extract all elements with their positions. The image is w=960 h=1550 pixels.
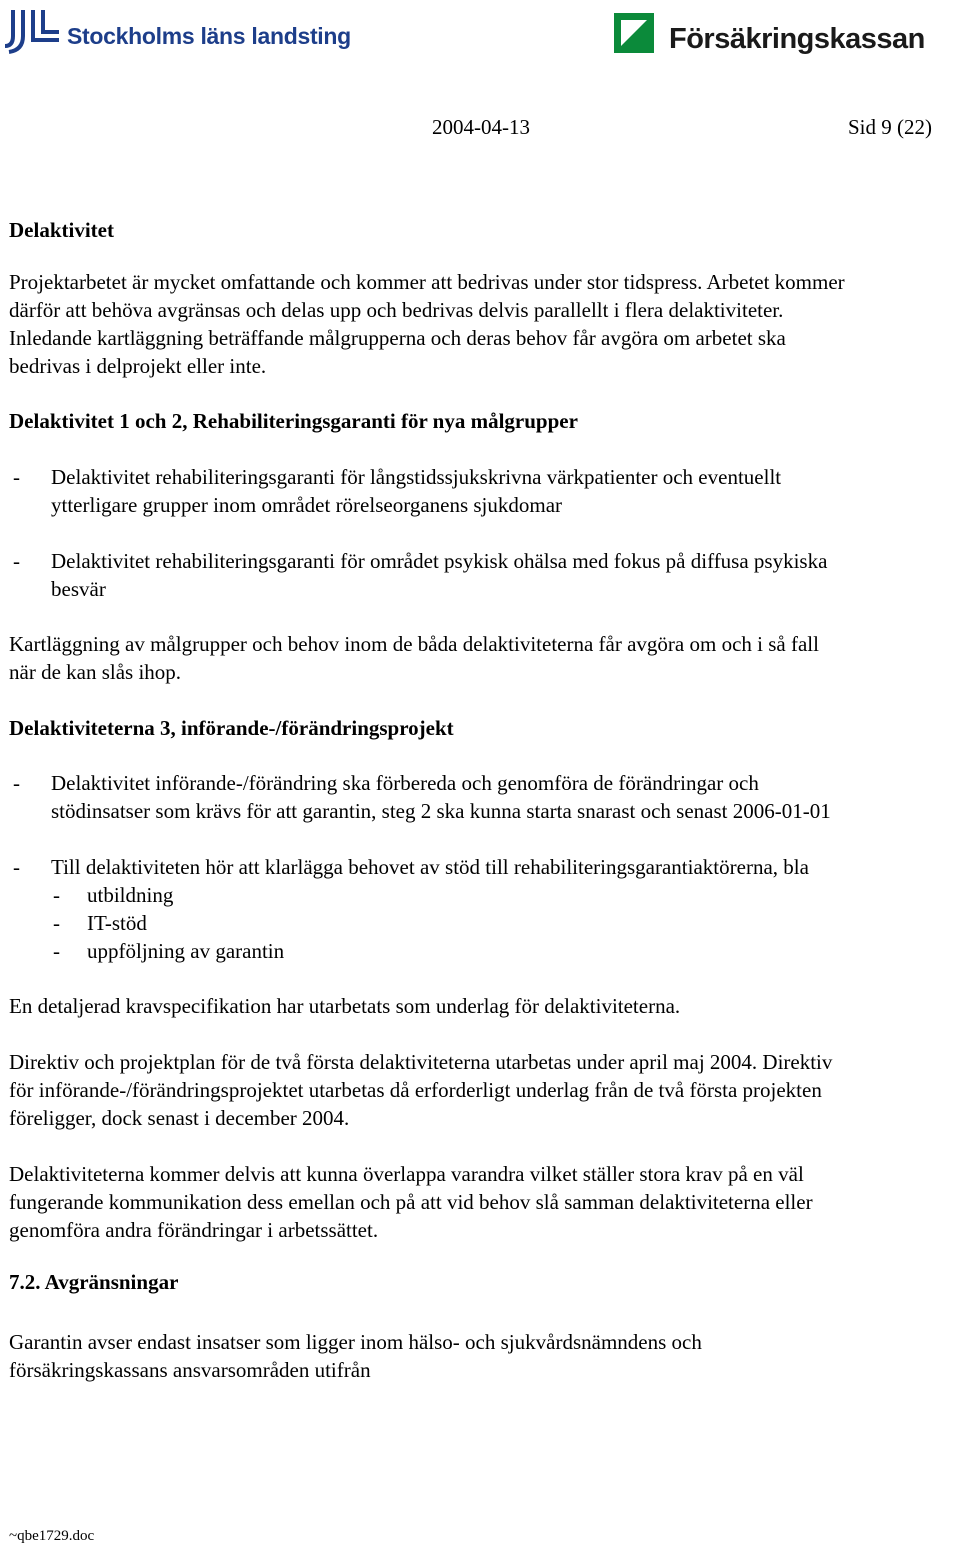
paragraph-garantin: Garantin avser endast insatser som ligger inom hälso- och sjukvårdsnämndens och försäkringskassans ansvarsområden utifrån [9,1330,702,1382]
dash-bullet: - [53,911,60,935]
paragraph-direktiv: Direktiv och projektplan för de två första delaktiviteterna utarbetas under april maj 2004. Direktiv för införande-/förändringsprojektet utarbetas då erforderligt underlag från de två första projekten föreligger, dock senast i december 2004. [9,1050,833,1130]
paragraph-intro: Projektarbetet är mycket omfattande och kommer att bedrivas under stor tidspress. Arbetet kommer därför att behöva avgränsas och delas upp och bedrivas delvis parallellt i flera delaktiviteter. Inledande kartläggning beträffande målgrupperna och deras behov får avgöra om arbetet ska bedrivas i delprojekt eller inte. [9,270,845,378]
sll-logo-icon [3,6,61,54]
paragraph-kartlaggning: Kartläggning av målgrupper och behov inom de båda delaktiviteterna får avgöra om och i så fall när de kan slås ihop. [9,632,819,684]
sublist-stod [51,881,849,965]
document-date: 2004-04-13 [432,115,530,139]
fk-logo [613,10,925,56]
sublist-item [51,881,849,909]
fk-logo-text: Försäkringskassan [669,22,925,55]
list-item-text: Delaktivitet rehabiliteringsgaranti för långstidssjukskrivna värkpatienter och eventuellt ytterligare grupper inom området rörelseorganens sjukdomar [51,465,782,517]
dash-bullet: - [13,549,20,573]
document-body [9,216,849,1384]
list-item [9,769,849,825]
sll-logo [3,4,351,56]
dash-bullet: - [13,771,20,795]
paragraph-overlappa: Delaktiviteterna kommer delvis att kunna överlappa varandra vilket ställer stora krav på en väl fungerande kommunikation dess emellan och på att vid behov slå samman delaktiviteterna eller genomföra andra förändringar i arbetssättet. [9,1162,813,1242]
sublist-item [51,937,849,965]
list-item [9,853,849,965]
list-delaktivitet-1-2 [9,463,849,603]
page-number: Sid 9 (22) [848,115,932,139]
heading-delaktiviteterna-3: Delaktiviteterna 3, införande-/förändringsprojekt [9,716,454,740]
sublist-item [51,909,849,937]
sublist-item-text: uppföljning av garantin [87,939,285,963]
list-item [9,547,849,603]
heading-delaktivitet: Delaktivitet [9,218,114,242]
dash-bullet: - [53,883,60,907]
heading-avgransningar: 7.2. Avgränsningar [9,1270,179,1294]
dash-bullet: - [53,939,60,963]
heading-delaktivitet-1-2: Delaktivitet 1 och 2, Rehabiliteringsgaranti för nya målgrupper [9,409,578,433]
dash-bullet: - [13,465,20,489]
list-delaktivitet-3 [9,769,849,965]
dash-bullet: - [13,855,20,879]
list-item [9,463,849,519]
list-item-text: Till delaktiviteten hör att klarlägga behovet av stöd till rehabiliteringsgarantiaktörerna, bla [51,855,809,879]
sublist-item-text: utbildning [87,883,174,907]
footer-filename: ~qbe1729.doc [9,1528,95,1544]
list-item-text: Delaktivitet rehabiliteringsgaranti för området psykisk ohälsa med fokus på diffusa psykiska besvär [51,549,828,601]
list-item-text: Delaktivitet införande-/förändring ska förbereda och genomföra de förändringar och stödinsatser som krävs för att garantin, steg 2 ska kunna starta snarast och senast 2006-01-01 [51,771,831,823]
sll-logo-text: Stockholms läns landsting [67,22,351,49]
sublist-item-text: IT-stöd [87,911,147,935]
paragraph-kravspecifikation: En detaljerad kravspecifikation har utarbetats som underlag för delaktiviteterna. [9,994,681,1018]
fk-logo-icon [613,12,655,54]
